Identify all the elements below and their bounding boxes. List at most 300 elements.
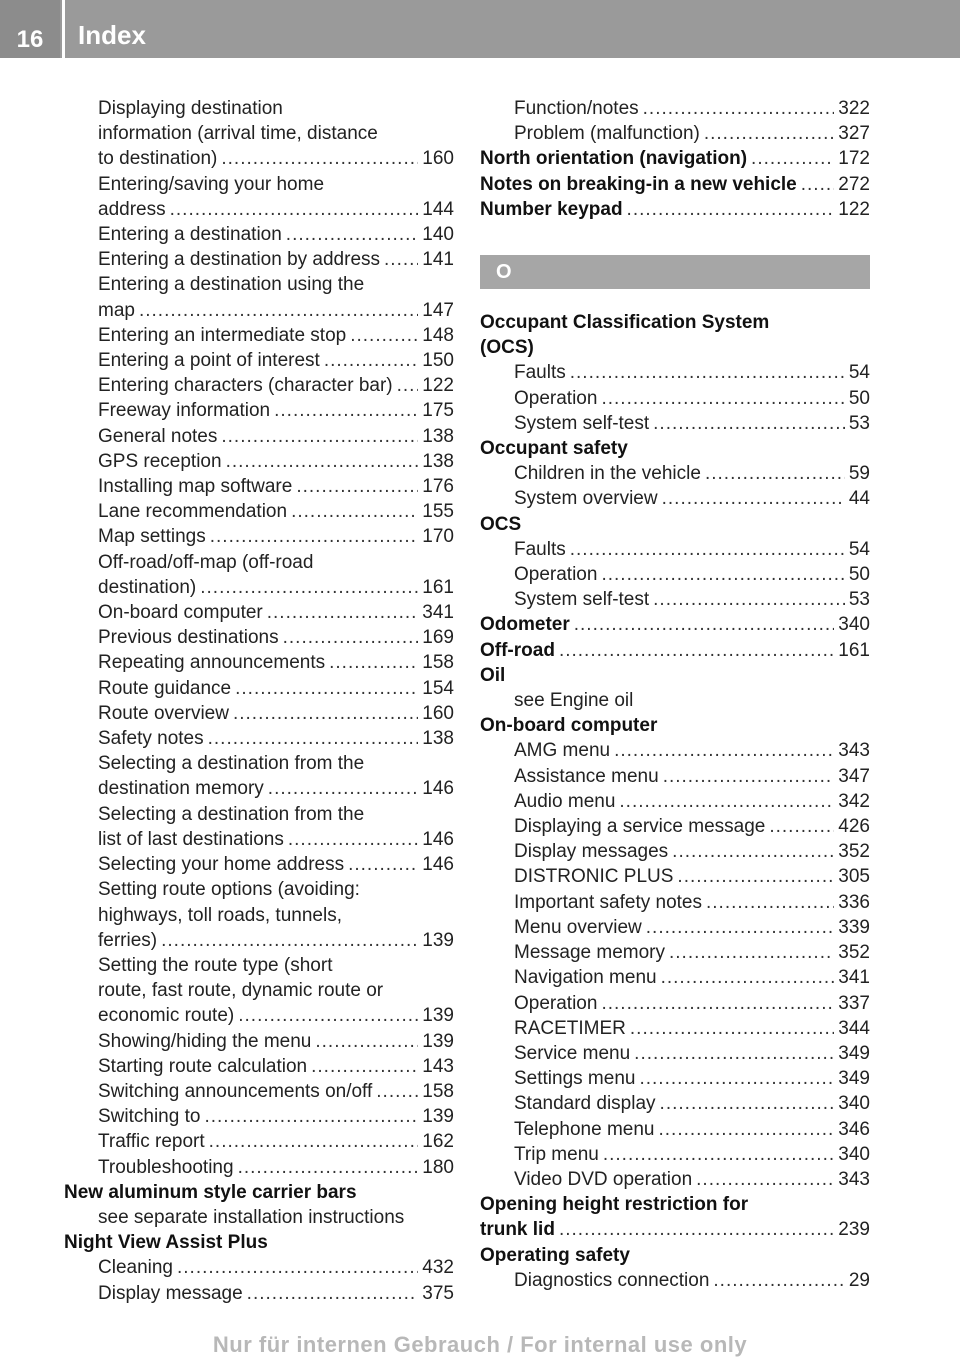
index-sub-entry	[64, 348, 454, 373]
entry-label: Repeating announcements	[98, 652, 326, 674]
index-sub-entry	[480, 1117, 870, 1142]
page-ref-link[interactable]: 50	[848, 564, 870, 586]
index-main-entry	[480, 197, 870, 222]
page-ref-link[interactable]: 322	[838, 98, 870, 119]
dot-leader	[801, 172, 835, 197]
entry-label: Previous destinations	[98, 627, 279, 649]
page-ref-link[interactable]: 305	[838, 866, 870, 888]
page-ref-link[interactable]: 337	[838, 992, 870, 1014]
page-ref-link[interactable]: 122	[838, 198, 870, 220]
dot-leader	[177, 1255, 418, 1280]
entry-label: to destination)	[98, 148, 218, 170]
dot-leader	[662, 486, 845, 511]
entry-label: Children in the vehicle	[514, 463, 701, 485]
entry-label: Showing/hiding the menu	[98, 1030, 312, 1052]
index-sub-entry	[480, 814, 870, 839]
entry-label: Traffic report	[98, 1131, 205, 1153]
index-sub-entry	[480, 121, 870, 146]
page-ref-link[interactable]: 146	[422, 778, 454, 800]
dot-leader	[653, 411, 845, 436]
dot-leader	[204, 1104, 418, 1129]
page-ref-link[interactable]: 180	[422, 1156, 454, 1178]
index-sub-entry	[64, 272, 454, 297]
index-sub-entry	[64, 1003, 454, 1028]
index-sub-entry	[480, 991, 870, 1016]
index-main-entry	[480, 1217, 870, 1242]
entry-label: New aluminum style carrier bars	[64, 1181, 357, 1203]
dot-leader	[601, 562, 844, 587]
entry-label: Off-road/off-map (off-road	[98, 551, 314, 573]
page-ref-link[interactable]: 432	[422, 1257, 454, 1279]
page-ref-link[interactable]: 53	[848, 412, 870, 434]
page-ref-link[interactable]: 375	[422, 1282, 454, 1304]
entry-label: Night View Assist Plus	[64, 1232, 268, 1254]
dot-leader	[653, 587, 845, 612]
entry-label: System overview	[514, 488, 658, 510]
index-sub-entry	[64, 499, 454, 524]
index-sub-entry	[64, 1104, 454, 1129]
entry-label: AMG menu	[514, 740, 611, 762]
dot-leader	[559, 1217, 834, 1242]
page-ref-link[interactable]: 161	[838, 639, 870, 661]
index-sub-entry	[64, 323, 454, 348]
dot-leader	[238, 1155, 419, 1180]
entry-label: Important safety notes	[514, 891, 702, 913]
index-sub-entry	[64, 172, 454, 197]
page-ref-link[interactable]: 340	[838, 1143, 870, 1165]
index-sub-entry	[64, 222, 454, 247]
index-sub-entry	[64, 474, 454, 499]
page-ref-link[interactable]: 349	[838, 1042, 870, 1064]
entry-label: Starting route calculation	[98, 1055, 308, 1077]
entry-label: System self-test	[514, 412, 650, 434]
entry-label: Entering characters (character bar)	[98, 375, 393, 397]
dot-leader	[397, 373, 419, 398]
entry-label: Message memory	[514, 942, 665, 964]
dot-leader	[274, 398, 418, 423]
dot-leader	[221, 146, 418, 171]
index-sub-entry	[64, 650, 454, 675]
entry-label: Occupant Classification System	[480, 312, 770, 334]
index-sub-entry	[480, 688, 870, 713]
entry-label: Video DVD operation	[514, 1168, 693, 1190]
entry-label: Operation	[514, 992, 598, 1014]
page-ref-link[interactable]: 138	[422, 728, 454, 750]
entry-label: see Engine oil	[514, 690, 634, 712]
entry-label: Installing map software	[98, 476, 293, 498]
page-ref-link[interactable]: 239	[838, 1219, 870, 1241]
entry-label: destination)	[98, 576, 197, 598]
index-main-entry	[480, 713, 870, 738]
index-sub-entry	[64, 726, 454, 751]
entry-label: Occupant safety	[480, 438, 628, 460]
dot-leader	[288, 827, 418, 852]
page-ref-link[interactable]: 161	[422, 576, 454, 598]
page-ref-link[interactable]: 154	[422, 677, 454, 699]
entry-label: Setting route options (avoiding:	[98, 879, 360, 901]
dot-leader	[200, 575, 418, 600]
index-sub-entry	[64, 953, 454, 978]
page-ref-link[interactable]: 343	[838, 1168, 870, 1190]
entry-label: Displaying a service message	[514, 816, 766, 838]
dot-leader	[663, 764, 835, 789]
page-number: 16	[0, 0, 60, 58]
entry-label: Selecting your home address	[98, 854, 345, 876]
entry-label: RACETIMER	[514, 1017, 626, 1039]
page-ref-link[interactable]: 146	[422, 854, 454, 876]
index-main-entry	[480, 310, 870, 335]
index-sub-entry	[480, 940, 870, 965]
index-sub-entry	[64, 524, 454, 549]
entry-label: North orientation (navigation)	[480, 148, 748, 170]
dot-leader	[601, 386, 844, 411]
entry-label: Map settings	[98, 526, 206, 548]
entry-label: Service menu	[514, 1042, 631, 1064]
dot-leader	[751, 146, 834, 171]
index-sub-entry	[64, 827, 454, 852]
page-ref-link[interactable]: 141	[422, 249, 454, 271]
entry-label: destination memory	[98, 778, 264, 800]
entry-label: list of last destinations	[98, 828, 284, 850]
page-ref-link[interactable]: 352	[838, 841, 870, 863]
entry-label: Off-road	[480, 639, 555, 661]
index-sub-entry	[64, 776, 454, 801]
dot-leader	[601, 991, 834, 1016]
index-sub-entry	[64, 903, 454, 928]
page-ref-link[interactable]: 54	[848, 362, 870, 384]
page-ref-link[interactable]: 169	[422, 627, 454, 649]
index-sub-entry	[64, 550, 454, 575]
index-sub-entry	[64, 575, 454, 600]
dot-leader	[603, 1142, 834, 1167]
entry-label: address	[98, 198, 166, 220]
index-sub-entry	[480, 411, 870, 436]
index-sub-entry	[480, 738, 870, 763]
entry-label: Selecting a destination from the	[98, 803, 365, 825]
dot-leader	[233, 701, 418, 726]
index-main-entry	[64, 1230, 454, 1255]
index-column-right	[480, 96, 870, 1293]
entry-label: GPS reception	[98, 450, 222, 472]
page-ref-link[interactable]: 347	[838, 765, 870, 787]
page-ref-link[interactable]: 139	[422, 1106, 454, 1128]
dot-leader	[283, 625, 419, 650]
page-ref-link[interactable]: 140	[422, 224, 454, 246]
page-ref-link[interactable]: 59	[848, 463, 870, 485]
index-main-entry	[480, 638, 870, 663]
page-ref-link[interactable]: 148	[422, 324, 454, 346]
dot-leader	[384, 247, 418, 272]
page-ref-link[interactable]: 139	[422, 1030, 454, 1052]
dot-leader	[574, 612, 835, 637]
index-sub-entry	[64, 978, 454, 1003]
index-sub-entry	[480, 1041, 870, 1066]
entry-label: Audio menu	[514, 790, 616, 812]
index-sub-entry	[64, 424, 454, 449]
page-ref-link[interactable]: 341	[422, 602, 454, 624]
page-ref-link[interactable]: 139	[422, 929, 454, 951]
index-sub-entry	[480, 1091, 870, 1116]
dot-leader	[267, 600, 419, 625]
entry-label: Freeway information	[98, 400, 271, 422]
entry-label: Operation	[514, 564, 598, 586]
page-ref-link[interactable]: 138	[422, 425, 454, 447]
index-sub-entry	[64, 1054, 454, 1079]
page-ref-link[interactable]: 150	[422, 350, 454, 372]
page-ref-link[interactable]: 144	[422, 198, 454, 220]
page-ref-link[interactable]: 122	[422, 375, 454, 397]
entry-label: Cleaning	[98, 1257, 173, 1279]
index-sub-entry	[64, 751, 454, 776]
dot-leader	[235, 676, 418, 701]
entry-label: Safety notes	[98, 728, 204, 750]
page-ref-link[interactable]: 146	[422, 828, 454, 850]
index-sub-entry	[64, 625, 454, 650]
page-ref-link[interactable]: 139	[422, 1005, 454, 1027]
entry-label: Diagnostics connection	[514, 1269, 710, 1291]
index-sub-entry	[480, 537, 870, 562]
entry-label: Number keypad	[480, 198, 623, 220]
entry-label: Faults	[514, 538, 566, 560]
entry-label: On-board computer	[98, 602, 263, 624]
page-ref-link[interactable]: 50	[848, 387, 870, 409]
page-ref-link[interactable]: 175	[422, 400, 454, 422]
dot-leader	[570, 360, 845, 385]
dot-leader	[634, 1041, 834, 1066]
page-ref-link[interactable]: 143	[422, 1055, 454, 1077]
dot-leader	[296, 474, 418, 499]
index-sub-entry	[480, 764, 870, 789]
page-ref-link[interactable]: 53	[848, 589, 870, 611]
dot-leader	[208, 726, 419, 751]
index-sub-entry	[64, 877, 454, 902]
page-ref-link[interactable]: 352	[838, 942, 870, 964]
entry-label: Entering/saving your home	[98, 173, 325, 195]
entry-label: Assistance menu	[514, 765, 659, 787]
index-sub-entry	[480, 890, 870, 915]
index-sub-entry	[480, 789, 870, 814]
index-sub-entry	[64, 1205, 454, 1230]
index-sub-entry	[480, 486, 870, 511]
dot-leader	[139, 298, 418, 323]
entry-label: Navigation menu	[514, 967, 657, 989]
entry-label: Entering a point of interest	[98, 350, 320, 372]
index-main-entry	[480, 146, 870, 171]
page-ref-link[interactable]: 158	[422, 652, 454, 674]
index-main-entry	[480, 612, 870, 637]
page-ref-link[interactable]: 349	[838, 1068, 870, 1090]
dot-leader	[161, 928, 418, 953]
index-sub-entry	[480, 1268, 870, 1293]
entry-label: Display messages	[514, 841, 669, 863]
index-main-entry	[480, 1192, 870, 1217]
entry-label: Switching announcements on/off	[98, 1080, 373, 1102]
index-main-entry	[480, 172, 870, 197]
watermark-footer: Nur für internen Gebrauch / For internal use only	[212, 1332, 748, 1357]
entry-label: Route guidance	[98, 677, 232, 699]
dot-leader	[221, 424, 418, 449]
page-ref-link[interactable]: 44	[848, 488, 870, 510]
entry-label: Switching to	[98, 1106, 201, 1128]
entry-label: Route overview	[98, 702, 229, 724]
index-sub-entry	[64, 247, 454, 272]
page-ref-link[interactable]: 172	[838, 148, 870, 170]
index-sub-entry	[64, 802, 454, 827]
entry-label: highways, toll roads, tunnels,	[98, 904, 342, 926]
page-ref-link[interactable]: 138	[422, 450, 454, 472]
page-ref-link[interactable]: 160	[422, 148, 454, 170]
entry-label: Notes on breaking-in a new vehicle	[480, 173, 797, 195]
index-sub-entry	[64, 676, 454, 701]
entry-label: Entering a destination using the	[98, 274, 365, 296]
page-ref-link[interactable]: 170	[422, 526, 454, 548]
entry-label: Opening height restriction for	[480, 1194, 749, 1216]
dot-leader	[376, 1079, 418, 1104]
index-main-entry	[480, 1243, 870, 1268]
page-ref-link[interactable]: 54	[848, 538, 870, 560]
entry-label: Trip menu	[514, 1143, 599, 1165]
page-ref-link[interactable]: 29	[848, 1269, 870, 1291]
entry-label: General notes	[98, 425, 218, 447]
page-ref-link[interactable]: 340	[838, 614, 870, 636]
index-main-entry	[480, 335, 870, 360]
dot-leader	[614, 738, 834, 763]
index-sub-entry	[480, 96, 870, 121]
index-sub-entry	[64, 1281, 454, 1306]
page-ref-link[interactable]: 160	[422, 702, 454, 724]
entry-label: route, fast route, dynamic route or	[98, 980, 384, 1002]
index-sub-entry	[480, 587, 870, 612]
index-sub-entry	[64, 852, 454, 877]
dot-leader	[268, 776, 419, 801]
dot-leader	[630, 1016, 834, 1041]
dot-leader	[315, 1029, 418, 1054]
entry-label: Operating safety	[480, 1244, 630, 1266]
index-sub-entry	[480, 864, 870, 889]
index-sub-entry	[64, 121, 454, 146]
dot-leader	[704, 121, 834, 146]
dot-leader	[646, 915, 835, 940]
entry-label: Operation	[514, 387, 598, 409]
dot-leader	[627, 197, 835, 222]
page-ref-link[interactable]: 426	[838, 816, 870, 838]
dot-leader	[209, 1129, 419, 1154]
page-ref-link[interactable]: 336	[838, 891, 870, 913]
index-sub-entry	[480, 839, 870, 864]
dot-leader	[672, 839, 834, 864]
index-sub-entry	[480, 1142, 870, 1167]
dot-leader	[713, 1268, 844, 1293]
dot-leader	[677, 864, 834, 889]
dot-leader	[291, 499, 418, 524]
entry-label: map	[98, 299, 135, 321]
header-divider	[62, 0, 65, 58]
index-sub-entry	[480, 1066, 870, 1091]
dot-leader	[570, 537, 845, 562]
page-ref-link[interactable]: 342	[838, 790, 870, 812]
entry-label: Telephone menu	[514, 1118, 655, 1140]
entry-label: Lane recommendation	[98, 501, 288, 523]
entry-label: On-board computer	[480, 715, 658, 737]
index-sub-entry	[480, 915, 870, 940]
dot-leader	[286, 222, 419, 247]
entry-label: Settings menu	[514, 1068, 636, 1090]
dot-leader	[247, 1281, 419, 1306]
entry-label: Selecting a destination from the	[98, 753, 365, 775]
page-ref-link[interactable]: 327	[838, 123, 870, 145]
index-sub-entry	[64, 373, 454, 398]
index-main-entry	[64, 1180, 454, 1205]
entry-label: Odometer	[480, 614, 570, 636]
dot-leader	[659, 1117, 835, 1142]
page-ref-link[interactable]: 176	[422, 476, 454, 498]
dot-leader	[329, 650, 418, 675]
index-sub-entry	[64, 298, 454, 323]
index-sub-entry	[64, 1155, 454, 1180]
index-sub-entry	[480, 1167, 870, 1192]
index-main-entry	[480, 512, 870, 537]
page-ref-link[interactable]: 341	[838, 967, 870, 989]
index-column-left	[64, 96, 454, 1306]
dot-leader	[769, 814, 834, 839]
entry-label: trunk lid	[480, 1219, 555, 1241]
index-sub-entry	[64, 701, 454, 726]
entry-label: Faults	[514, 362, 566, 384]
dot-leader	[350, 323, 418, 348]
entry-label: Menu overview	[514, 916, 642, 938]
entry-label: (OCS)	[480, 337, 534, 359]
entry-label: information (arrival time, distance	[98, 123, 378, 145]
page-header	[0, 0, 960, 58]
entry-label: Oil	[480, 664, 506, 686]
index-sub-entry	[480, 1016, 870, 1041]
index-sub-entry	[64, 398, 454, 423]
entry-label: DISTRONIC PLUS	[514, 866, 674, 888]
entry-label: Setting the route type (short	[98, 954, 333, 976]
index-main-entry	[480, 663, 870, 688]
page-ref-link[interactable]: 343	[838, 740, 870, 762]
page-ref-link[interactable]: 272	[838, 173, 870, 195]
index-sub-entry	[64, 600, 454, 625]
index-main-entry	[480, 436, 870, 461]
page-ref-link[interactable]: 147	[422, 299, 454, 321]
page-ref-link[interactable]: 344	[838, 1017, 870, 1039]
entry-label: Entering a destination by address	[98, 249, 381, 271]
page-ref-link[interactable]: 339	[838, 916, 870, 938]
index-sub-entry	[64, 1129, 454, 1154]
dot-leader	[238, 1003, 418, 1028]
entry-label: Standard display	[514, 1093, 656, 1115]
dot-leader	[661, 965, 835, 990]
entry-label: Display message	[98, 1282, 243, 1304]
page-ref-link[interactable]: 162	[422, 1131, 454, 1153]
entry-label: Troubleshooting	[98, 1156, 234, 1178]
dot-leader	[660, 1091, 835, 1116]
page-ref-link[interactable]: 158	[422, 1080, 454, 1102]
dot-leader	[170, 197, 419, 222]
page-ref-link[interactable]: 340	[838, 1093, 870, 1115]
dot-leader	[348, 852, 418, 877]
index-sub-entry	[480, 360, 870, 385]
index-sub-entry	[64, 197, 454, 222]
page-ref-link[interactable]: 346	[838, 1118, 870, 1140]
index-sub-entry	[480, 386, 870, 411]
dot-leader	[210, 524, 419, 549]
page-ref-link[interactable]: 155	[422, 501, 454, 523]
entry-label: Displaying destination	[98, 98, 283, 119]
dot-leader	[619, 789, 834, 814]
dot-leader	[226, 449, 419, 474]
